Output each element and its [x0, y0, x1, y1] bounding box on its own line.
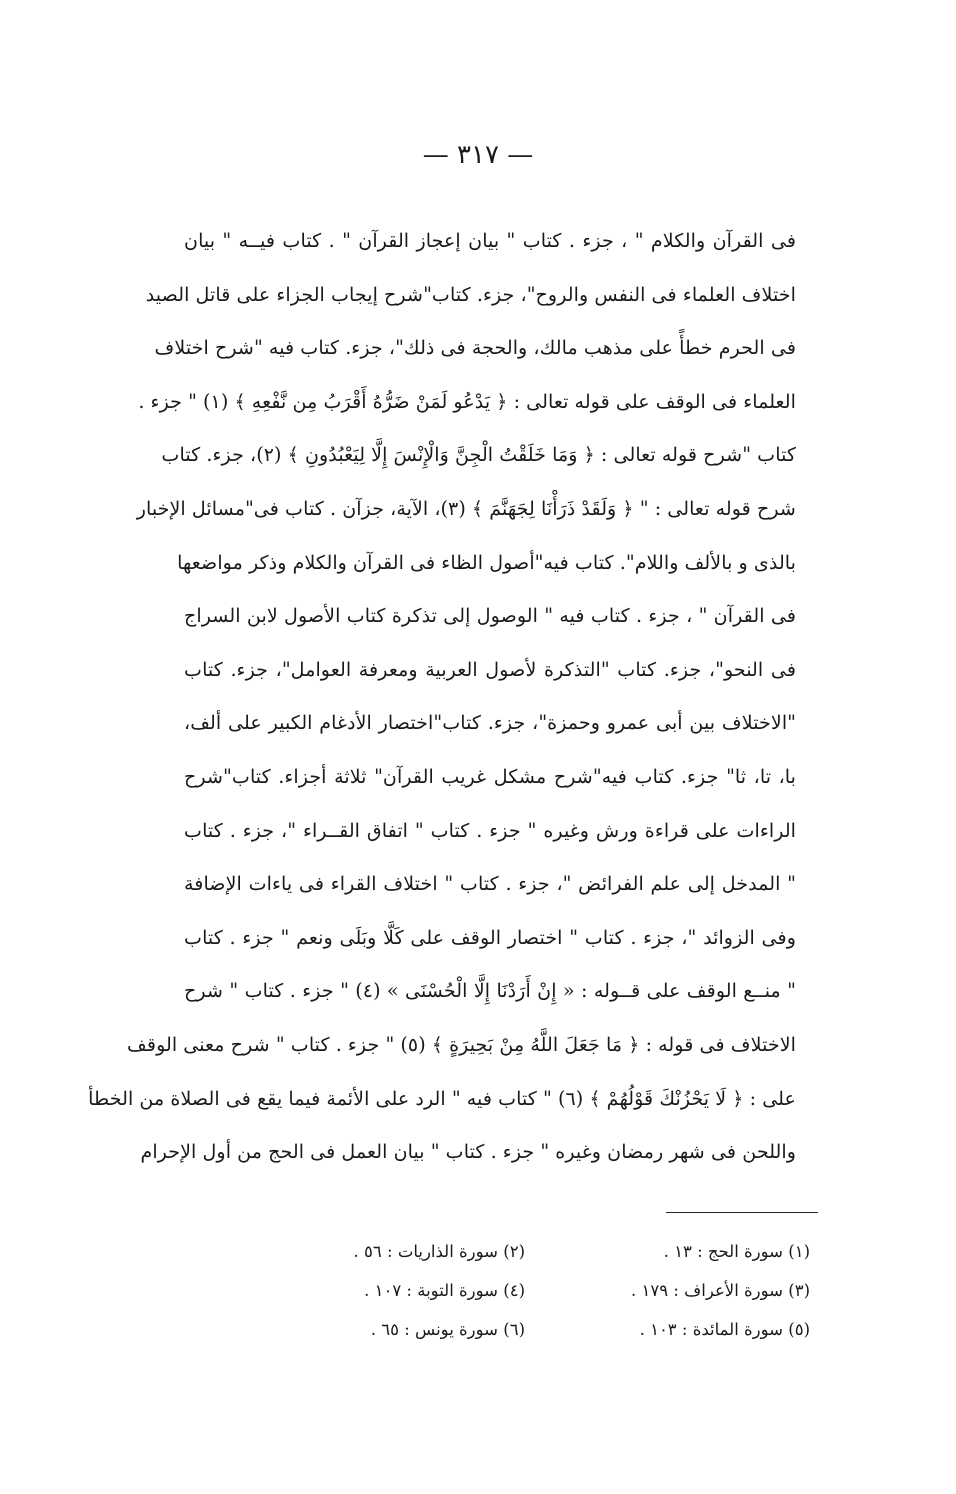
footnote-6: (٦) سورة يونس : ٦٥ .	[370, 1320, 525, 1339]
text-line: " المدخل إلى علم الفرائض "، جزء . كتاب " اختلاف القراء فى ياءات الإضافة	[184, 872, 796, 896]
text-line: با، تا، ثا" جزء. كتاب فيه"شرح مشكل غريب القرآن" ثلاثة أجزاء. كتاب"شرح	[184, 764, 796, 788]
text-line: الراءات على قراءة ورش وغيره " جزء . كتاب " اتفاق القــراء "، جزء . كتاب	[184, 818, 796, 842]
text-line: كتاب "شرح قوله تعالى : ﴿ وَمَا خَلَقْتُ الْجِنَّ وَالْإِنْسَ إِلَّا لِيَعْبُدُونِ ﴾ (٢)، جزء. كتاب	[161, 443, 796, 467]
text-line: شرح قوله تعالى : " ﴿ وَلَقَدْ ذَرَأْنَا لِجَهَنَّمَ ﴾ (٣)، الآية، جزآن . كتاب فى"مسائل الإخبار	[136, 496, 796, 520]
page-number: — ٣١٧ —	[422, 140, 534, 170]
footnote-row	[240, 1271, 810, 1310]
footnote-row	[240, 1310, 810, 1349]
main-text	[88, 214, 796, 1179]
text-line: على : ﴿ لَا يَحْزُنْكَ قَوْلُهُمْ ﴾ (٦) " كتاب فيه " الرد على الأئمة فيما يقع فى الصلاة من الخطأ	[88, 1086, 796, 1110]
footnotes	[240, 1232, 810, 1349]
text-line: وفى الزوائد "، جزء . كتاب " اختصار الوقف على كَلَّا وبَلَى ونعم " جزء . كتاب	[184, 925, 796, 949]
text-line: الاختلاف فى قوله : ﴿ مَا جَعَلَ اللَّهُ مِنْ بَحِيرَةٍ ﴾ (٥) " جزء . كتاب " شرح معنى الوقف	[127, 1032, 796, 1056]
text-line: "الاختلاف بين أبى عمرو وحمزة"، جزء. كتاب"اختصار الأدغام الكبير على ألف،	[184, 711, 796, 735]
text-line: واللحن فى شهر رمضان وغيره " جزء . كتاب " بيان العمل فى الحج من أول الإحرام	[140, 1140, 796, 1164]
footnote-3: (٣) سورة الأعراف : ١٧٩ .	[631, 1281, 810, 1300]
footnote-2: (٢) سورة الذاريات : ٥٦ .	[353, 1242, 525, 1261]
footnote-divider	[666, 1212, 818, 1213]
footnote-1: (١) سورة الحج : ١٣ .	[663, 1242, 810, 1261]
text-line: اختلاف العلماء فى النفس والروح"، جزء. كتاب"شرح إيجاب الجزاء على قاتل الصيد	[145, 282, 796, 306]
text-line: العلماء فى الوقف على قوله تعالى : ﴿ يَدْعُو لَمَنْ ضَرُّهُ أَقْرَبُ مِن نَّفْعِهِ ﴾ (١) " جزء .	[138, 389, 796, 413]
footnote-row	[240, 1232, 810, 1271]
text-line: بالذى و بالألف واللام". كتاب فيه"أصول الظاء فى القرآن والكلام وذكر مواضعها	[177, 550, 796, 574]
text-line: فى الحرم خطأً على مذهب مالك، والحجة فى ذلك"، جزء. كتاب فيه "شرح اختلاف	[154, 336, 796, 360]
footnote-4: (٤) سورة التوبة : ١٠٧ .	[364, 1281, 525, 1300]
text-line: فى النحو"، جزء. كتاب "التذكرة لأصول العربية ومعرفة العوامل"، جزء. كتاب	[184, 657, 796, 681]
text-line: فى القرآن والكلام " ، جزء . كتاب " بيان إعجاز القرآن " . كتاب فيــه " بيان	[184, 229, 796, 252]
text-line: " منــع الوقف على قــوله : « إِنْ أَرَدْنَا إِلَّا الْحُسْنَى » (٤) " جزء . كتاب " شرح	[184, 979, 796, 1003]
text-line: فى القرآن " ، جزء . كتاب فيه " الوصول إلى تذكرة كتاب الأصول لابن السراج	[184, 604, 796, 628]
footnote-5: (٥) سورة المائدة : ١٠٣ .	[639, 1320, 810, 1339]
